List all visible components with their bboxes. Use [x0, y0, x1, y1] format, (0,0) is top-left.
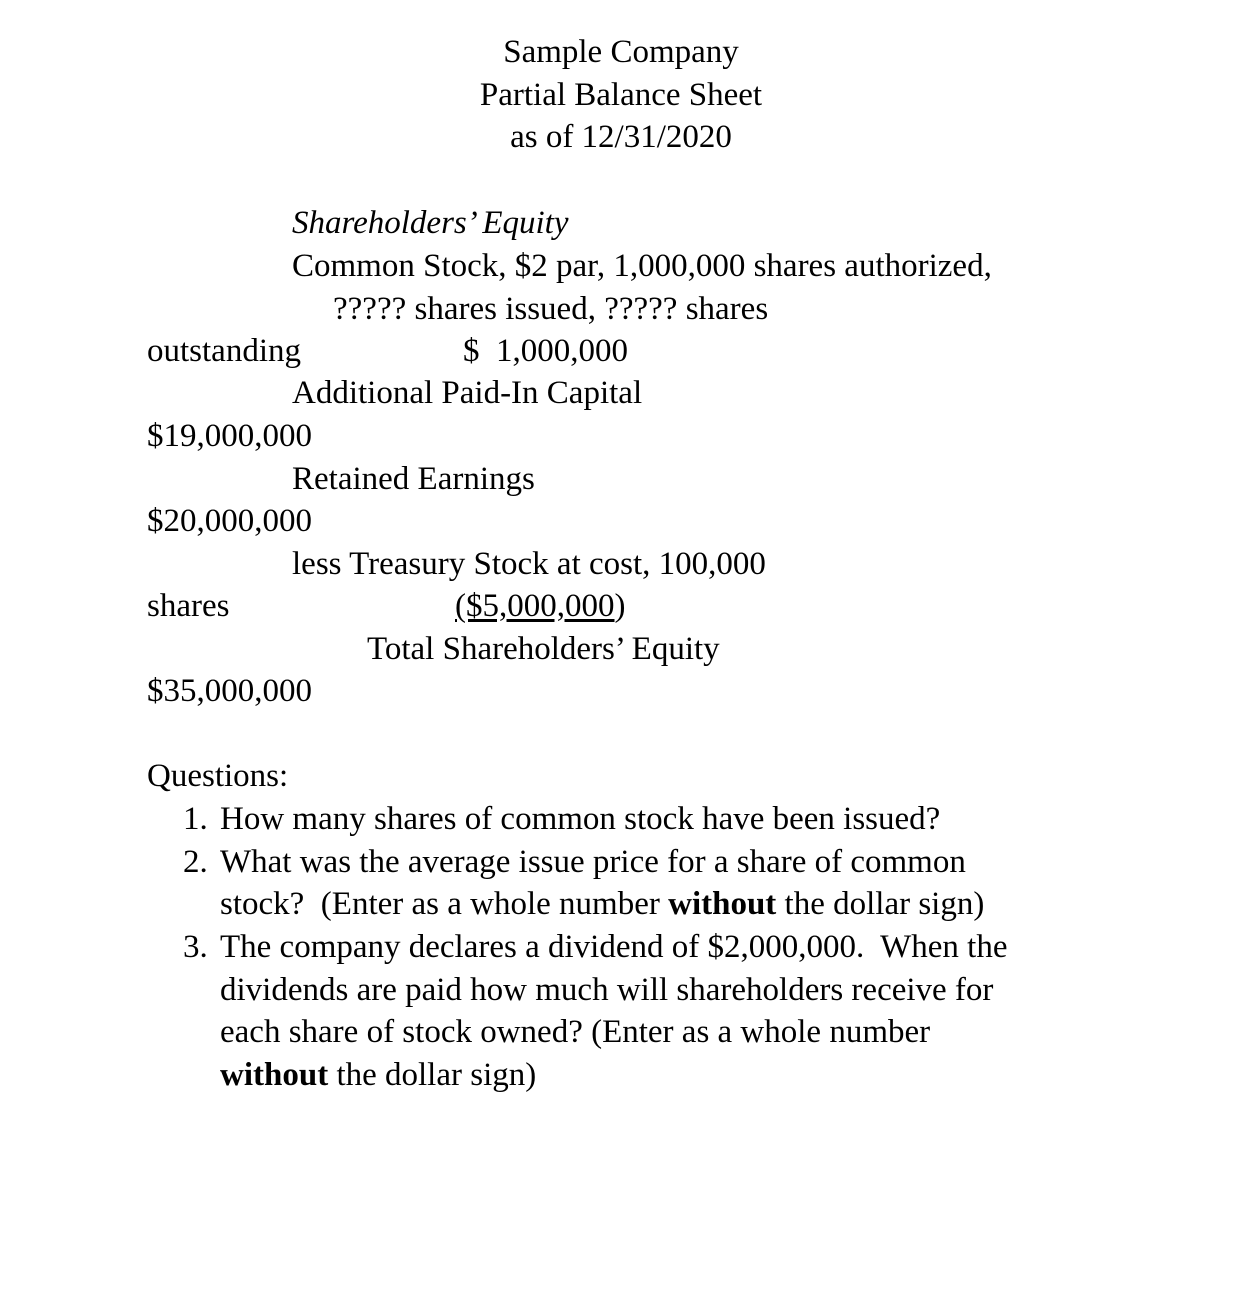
equity-heading: Shareholders’ Equity — [292, 205, 569, 241]
q3-line1: The company declares a dividend of $2,000,000. When the — [220, 929, 1008, 965]
q2-bold-without: without — [668, 886, 777, 922]
total-equity-label: Total Shareholders’ Equity — [367, 631, 720, 667]
retained-earnings-value: $20,000,000 — [147, 503, 312, 539]
q3-bold-without: without — [220, 1057, 329, 1093]
common-stock-line1: Common Stock, $2 par, 1,000,000 shares authorized, — [292, 248, 992, 284]
apic-value: $19,000,000 — [147, 418, 312, 454]
q3-number: 3. — [183, 929, 208, 965]
q3-line4 — [220, 1055, 536, 1095]
q3-line4-end: the dollar sign) — [328, 1057, 537, 1093]
treasury-value-close: ) — [614, 588, 626, 624]
total-equity-value: $35,000,000 — [147, 673, 312, 709]
apic-label: Additional Paid-In Capital — [292, 375, 643, 411]
q2-line2-text: stock? (Enter as a whole number — [220, 886, 669, 922]
retained-earnings-label: Retained Earnings — [292, 461, 535, 497]
common-stock-line3: outstanding — [147, 333, 301, 369]
q2-line2-end: the dollar sign) — [776, 886, 985, 922]
q2-number: 2. — [183, 844, 208, 880]
q3-line3: each share of stock owned? (Enter as a whole number — [220, 1014, 931, 1050]
report-title: Partial Balance Sheet — [479, 77, 763, 113]
treasury-stock-line1: less Treasury Stock at cost, 100,000 — [292, 546, 766, 582]
common-stock-line2: ????? shares issued, ????? shares — [333, 291, 769, 327]
treasury-stock-value — [455, 586, 626, 626]
q1-text: How many shares of common stock have been issued? — [220, 801, 941, 837]
report-date: as of 12/31/2020 — [510, 119, 732, 155]
q3-line2: dividends are paid how much will shareholders receive for — [220, 972, 994, 1008]
q1-number: 1. — [183, 801, 208, 837]
q2-line2 — [220, 884, 984, 924]
company-name: Sample Company — [503, 34, 739, 70]
q2-line1: What was the average issue price for a share of common — [220, 844, 966, 880]
common-stock-value: $ 1,000,000 — [463, 333, 628, 369]
questions-heading: Questions: — [147, 758, 289, 794]
treasury-stock-line2: shares — [147, 588, 230, 624]
treasury-value-underlined: ($5,000,000 — [455, 588, 615, 624]
